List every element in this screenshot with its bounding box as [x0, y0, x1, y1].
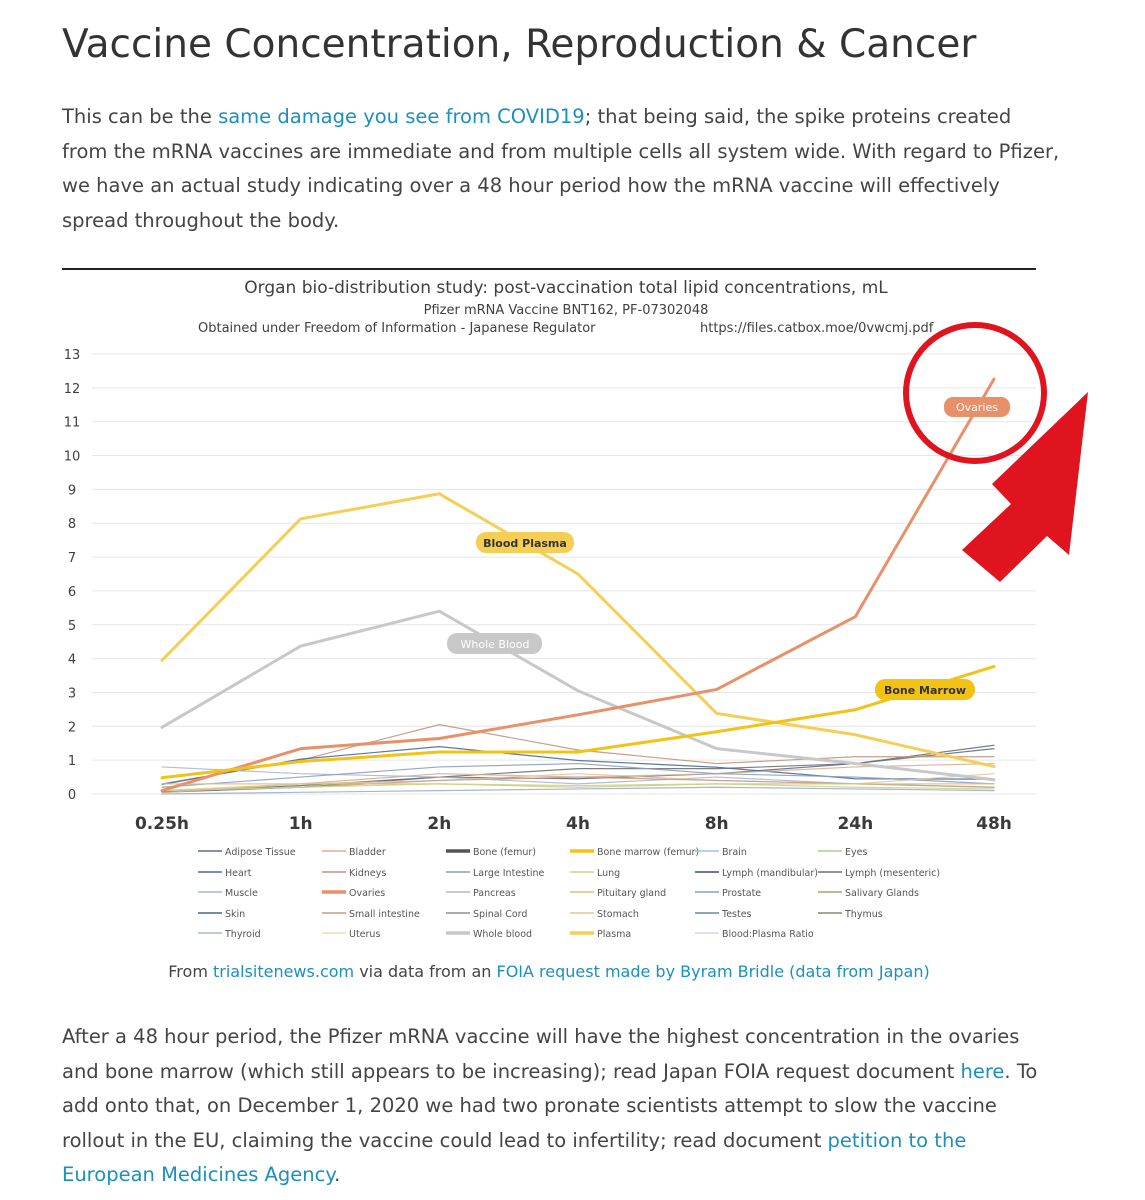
red-arrow-annotation — [962, 392, 1088, 582]
legend-label: Pancreas — [473, 888, 516, 899]
chart-title: Organ bio-distribution study: post-vaccination total lipid concentrations, mL — [244, 278, 888, 298]
y-tick-label: 4 — [67, 652, 77, 668]
y-tick-label: 5 — [67, 618, 77, 634]
chart-legend — [198, 847, 940, 940]
legend-label: Bone (femur) — [473, 847, 536, 858]
legend-label: Whole blood — [473, 929, 533, 940]
x-tick-label: 48h — [976, 814, 1012, 834]
whole-blood-callout — [447, 633, 542, 654]
chart-subtitle: Pfizer mRNA Vaccine BNT162, PF-07302048 — [423, 303, 709, 318]
legend-label: Lung — [597, 868, 621, 879]
intro-paragraph — [62, 100, 1062, 238]
legend-label: Stomach — [597, 909, 639, 920]
legend-label: Lymph (mandibular) — [722, 868, 818, 879]
legend-label: Prostate — [722, 888, 762, 899]
y-tick-label: 10 — [63, 449, 81, 465]
after-text-1: After a 48 hour period, the Pfizer mRNA vaccine will have the highest concentration in the ovaries and bone marrow (which still appears to be increasing); read Japan FOIA request document — [62, 1025, 1020, 1083]
red-circle-annotation — [906, 325, 1044, 461]
legend-label: Skin — [225, 909, 246, 920]
chart-source-url: https://files.catbox.moe/0vwcmj.pdf — [700, 321, 934, 336]
chart-source-note: Obtained under Freedom of Information - Japanese Regulator — [198, 321, 596, 336]
blood-plasma-label: Blood Plasma — [483, 537, 567, 550]
legend-label: Small intestine — [349, 909, 420, 920]
legend-label: Pituitary gland — [597, 888, 667, 899]
legend-label: Thymus — [845, 909, 883, 920]
y-tick-label: 6 — [67, 584, 77, 600]
covid-damage-link[interactable]: same damage you see from COVID19 — [218, 105, 585, 128]
x-tick-label: 4h — [566, 814, 590, 834]
legend-label: Heart — [225, 868, 252, 879]
chart-gridlines — [92, 354, 1036, 794]
legend-label: Muscle — [225, 888, 258, 899]
x-tick-label: 1h — [288, 814, 313, 834]
y-tick-label: 1 — [67, 754, 77, 770]
x-tick-label: 2h — [427, 814, 452, 834]
ema-petition-link[interactable]: petition to the European Medicines Agency — [62, 1128, 967, 1186]
x-axis-ticks — [135, 814, 1012, 834]
intro-text-before: This can be the — [62, 105, 219, 128]
y-tick-label: 2 — [67, 720, 77, 736]
foia-request-link[interactable]: FOIA request made by Byram Bridle (data from Japan) — [496, 962, 930, 981]
legend-label: Blood:Plasma Ratio — [722, 929, 814, 940]
after-paragraph — [62, 1020, 1062, 1193]
trialsitenews-link[interactable]: trialsitenews.com — [213, 962, 355, 981]
series-line — [162, 494, 994, 767]
y-tick-label: 8 — [67, 517, 77, 533]
page-title: Vaccine Concentration, Reproduction & Cancer — [62, 22, 977, 67]
legend-label: Thyroid — [225, 929, 261, 940]
legend-label: Spinal Cord — [473, 909, 528, 920]
bone-marrow-callout — [875, 679, 975, 700]
y-tick-label: 11 — [63, 415, 81, 431]
legend-label: Eyes — [845, 847, 868, 858]
legend-label: Salivary Glands — [845, 888, 919, 899]
legend-label: Ovaries — [349, 888, 386, 899]
x-tick-label: 8h — [704, 814, 729, 834]
legend-label: Adipose Tissue — [225, 847, 296, 858]
y-tick-label: 7 — [67, 551, 77, 567]
legend-label: Kidneys — [349, 868, 387, 879]
ovaries-label: Ovaries — [956, 401, 998, 414]
legend-label: Brain — [722, 847, 747, 858]
series-line — [162, 611, 994, 780]
x-tick-label: 0.25h — [134, 814, 190, 834]
legend-label: Bone marrow (femur) — [597, 847, 700, 858]
legend-label: Uterus — [349, 929, 381, 940]
x-tick-label: 24h — [837, 814, 874, 834]
caption-prefix: From — [168, 962, 213, 981]
after-text-3: . — [334, 1163, 341, 1186]
bone-marrow-label: Bone Marrow — [883, 684, 967, 697]
y-tick-label: 12 — [63, 381, 81, 397]
legend-label: Lymph (mesenteric) — [845, 868, 941, 879]
chart-series — [162, 379, 994, 794]
biodistribution-chart — [0, 270, 1145, 960]
ovaries-callout — [944, 397, 1010, 417]
legend-label: Testes — [722, 909, 752, 920]
y-tick-label: 13 — [63, 348, 81, 363]
chart-caption — [62, 962, 1036, 981]
y-tick-label: 3 — [67, 686, 77, 702]
series-line — [162, 379, 994, 791]
whole-blood-label: Whole Blood — [460, 638, 530, 651]
legend-label: Plasma — [597, 929, 632, 940]
caption-middle: via data from an — [354, 962, 497, 981]
intro-text-after: ; that being said, the spike proteins created from the mRNA vaccines are immediate and from multiple cells all system wide. With regard to Pfizer, we have an actual study indicating over a 48 hour period how the mRNA vaccine will effectively spread throughout the body. — [62, 105, 1060, 232]
legend-label: Bladder — [349, 847, 386, 858]
blood-plasma-callout — [476, 532, 574, 553]
y-axis-ticks — [64, 348, 81, 803]
legend-label: Large Intestine — [473, 868, 545, 879]
here-link[interactable]: here — [960, 1059, 1005, 1083]
y-tick-label: 0 — [67, 788, 77, 803]
after-text-2: . To add onto that, on December 1, 2020 we had two pronate scientists attempt to slow the vaccine rollout in the EU, claiming the vaccine could lead to infertility; read document — [62, 1059, 1038, 1152]
y-tick-label: 9 — [67, 483, 77, 499]
